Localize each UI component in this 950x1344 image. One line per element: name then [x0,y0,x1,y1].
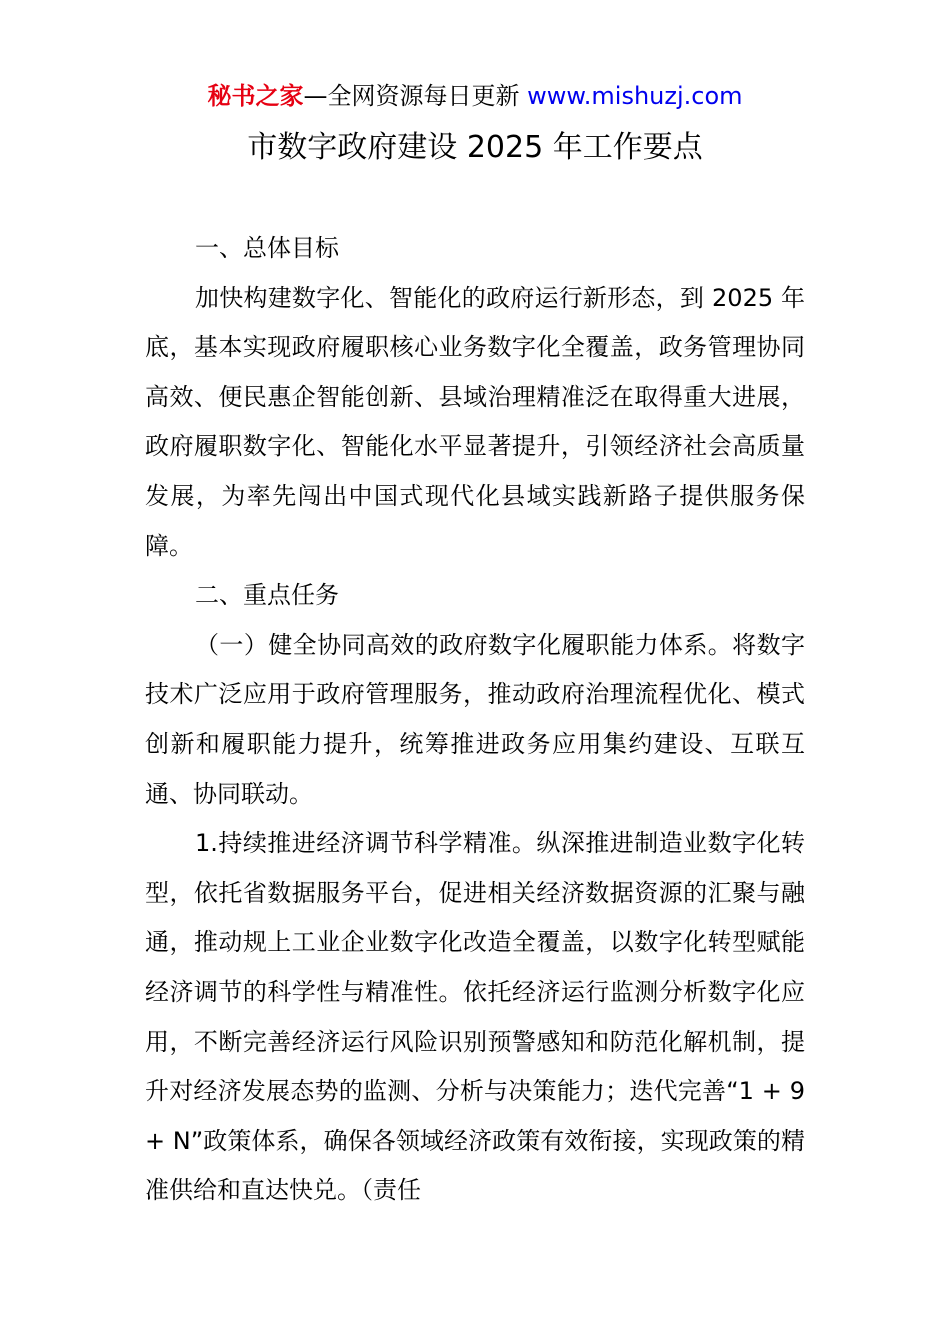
watermark-tagline: —全网资源每日更新 [303,82,528,110]
watermark-url-link[interactable]: www.mishuzj.com [527,82,743,110]
document-body [145,224,805,1216]
section-heading-tasks: 二、重点任务 [195,581,339,610]
paragraph-task-1-1: 1.持续推进经济调节科学精准。纵深推进制造业数字化转型，依托省数据服务平台，促进相关经济数据资源的汇聚与融通，推动规上工业企业数字化改造全覆盖，以数字化转型赋能经济调节的科学性与精准性。依托经济运行监测分析数字化应用，不断完善经济运行风险识别预警感知和防范化解机制，提升对经济发展态势的监测、分析与决策能力；迭代完善“1 + 9 + N”政策体系，确保各领域经济政策有效衔接，实现政策的精准供给和直达快兑。（责任 [145,829,805,1205]
section-heading-goals: 一、总体目标 [195,234,339,262]
watermark-banner [0,78,950,114]
paragraph-goals: 加快构建数字化、智能化的政府运行新形态，到 2025 年底，基本实现政府履职核心业务数字化全覆盖，政务管理协同高效、便民惠企智能创新、县域治理精准泛在取得重大进展，政府履职数字化、智能化水平显著提升，引领经济社会高质量发展，为率先闯出中国式现代化县域实践新路子提供服务保障。 [145,283,805,560]
watermark-brand: 秘书之家 [207,82,304,110]
paragraph-task-1: （一）健全协同高效的政府数字化履职能力体系。将数字技术广泛应用于政府管理服务，推动政府治理流程优化、模式创新和履职能力提升，统筹推进政务应用集约建设、互联互通、协同联动。 [145,630,805,808]
document-title: 市数字政府建设 2025 年工作要点 [247,130,703,165]
